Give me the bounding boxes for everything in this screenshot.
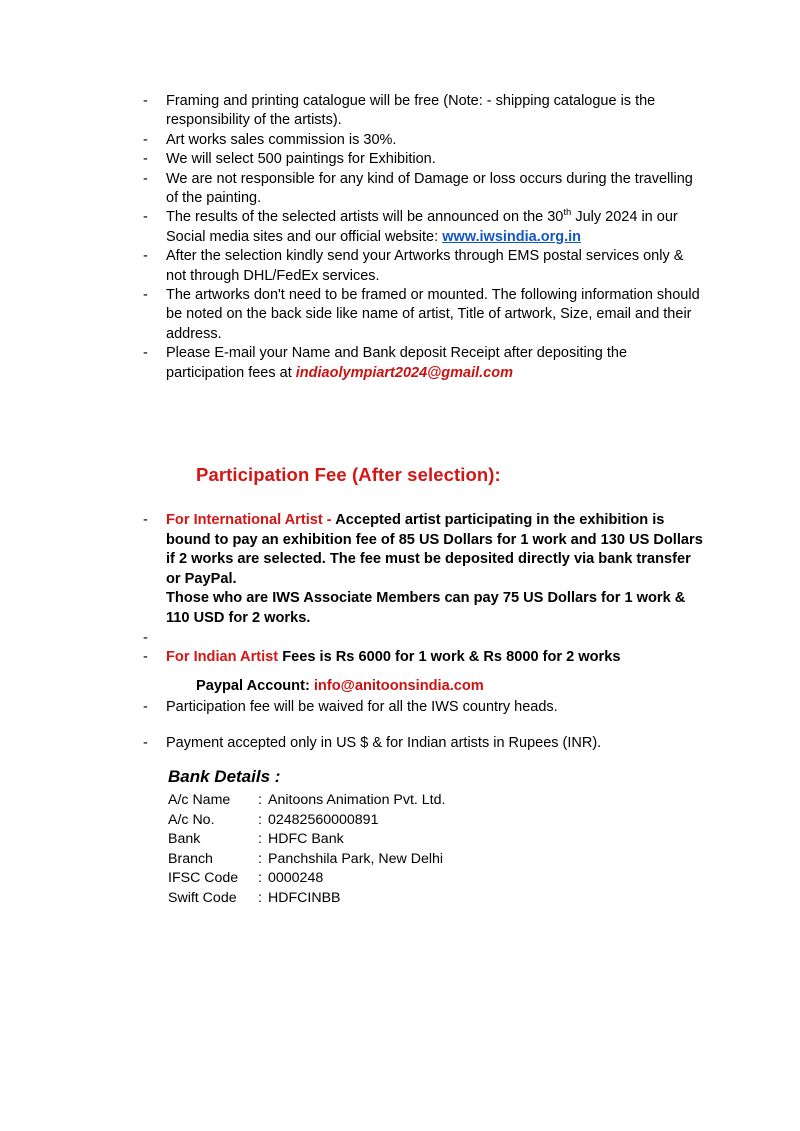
bullet-dash: - [143,93,148,109]
bullet-dash: - [143,648,148,665]
bullet-dash: - [143,699,148,715]
list-item-payment [142,734,707,753]
bullet-dash: - [143,170,148,187]
list-item-text: We are not responsible for any kind of Damage or loss occurs during the travelling of the painting. [166,170,693,207]
bullet-dash: - [143,512,148,528]
table-row [168,830,445,850]
bank-field-separator: : [258,870,262,887]
fee-bullet-list [142,511,707,667]
paypal-account-line [196,678,484,694]
bullet-dash: - [143,248,148,265]
bank-details-table [168,791,445,909]
bank-field-value: Anitoons Animation Pvt. Ltd. [268,792,446,808]
bank-field-label: IFSC Code [168,870,239,887]
table-row [168,889,445,909]
table-row [168,850,445,870]
bullet-dash: - [143,629,148,646]
bullet-dash: - [143,345,148,362]
table-row [168,811,445,831]
waiver-text: Participation fee will be waived for all the IWS country heads. [166,699,558,715]
email-intro-text: Please E-mail your Name and Bank deposit Receipt after depositing the participation fees at [166,345,628,381]
indian-artist-label: For Indian Artist [166,648,283,665]
list-item-international-artist [142,511,707,629]
bank-field-separator: : [258,889,262,906]
bank-field-label: A/c No. [168,811,215,828]
terms-bullet-list [142,92,704,383]
international-artist-label: For International Artist - [166,512,336,528]
paypal-email-address[interactable]: info@anitoonsindia.com [313,678,484,694]
international-artist-body: Accepted artist participating in the exhibition is bound to pay an exhibition fee of 85 US Dollars for 1 work and 130 US Dollars if 2 works are selected. The fee must be deposited directly via bank transfer or PayPal. [166,512,703,587]
submission-email-address[interactable]: indiaolympiart2024@gmail.com [295,364,513,381]
indian-artist-body: Fees is Rs 6000 for 1 work & Rs 8000 for 2 works [282,648,621,665]
bank-field-label: A/c Name [168,792,231,808]
ordinal-suffix: th [563,207,572,219]
list-item-text [166,344,704,383]
list-item-text: We will select 500 paintings for Exhibition. [166,151,436,168]
bank-details-heading: Bank Details : [168,767,281,786]
list-item [142,150,704,169]
list-item-email [142,344,704,383]
bank-field-label: Bank [168,831,201,848]
bullet-dash: - [143,151,148,168]
bank-field-value: HDFCINBB [268,889,341,906]
list-item-waiver [142,698,707,717]
bullet-dash: - [143,287,148,304]
international-artist-text [166,511,707,629]
bank-field-label: Branch [168,850,213,867]
list-item-text: Framing and printing catalogue will be free (Note: - shipping catalogue is the responsibility of the artists). [166,93,656,129]
paypal-account-label: Paypal Account: [196,678,314,694]
bank-field-separator: : [258,811,262,828]
bank-field-value: 02482560000891 [268,811,379,828]
list-item-indian-artist [142,648,707,668]
website-link[interactable]: www.iwsindia.org.in [442,228,582,245]
bank-field-value: 0000248 [268,870,324,887]
bank-field-label: Swift Code [168,889,237,906]
bank-field-value: Panchshila Park, New Delhi [268,850,444,867]
list-item [142,131,704,150]
list-item [142,286,704,344]
bank-field-separator: : [258,831,262,848]
bank-field-separator: : [258,850,262,867]
list-item [142,170,704,209]
bullet-dash: - [143,735,148,751]
bullet-dash: - [143,131,148,148]
list-item-text: After the selection kindly send your Artworks through EMS postal services only & not through DHL/FedEx services. [166,248,684,284]
indian-artist-text [166,648,707,668]
list-item [142,247,704,286]
list-item-empty [142,629,707,648]
payment-bullet-list [142,734,707,753]
list-item-text: The artworks don't need to be framed or mounted. The following information should be noted on the back side like name of artist, Title of artwork, Size, email and their address. [166,287,700,342]
bank-field-separator: : [258,792,262,808]
participation-fee-heading: Participation Fee (After selection): [196,464,501,485]
table-row [168,791,445,811]
payment-text: Payment accepted only in US $ & for Indian artists in Rupees (INR). [166,735,602,751]
results-text-part2: July 2024 in our Social media sites and our official website: [166,209,678,245]
table-row [168,869,445,889]
list-item-text [166,208,704,247]
list-item [142,92,704,131]
results-text-part1: The results of the selected artists will be announced on the 30 [166,209,564,226]
bank-field-value: HDFC Bank [268,831,344,848]
bullet-dash: - [143,209,148,226]
waiver-bullet-list [142,698,707,717]
international-artist-body2: Those who are IWS Associate Members can pay 75 US Dollars for 1 work & 110 USD for 2 works. [166,590,686,626]
list-item-results [142,208,704,247]
list-item-text: Art works sales commission is 30%. [166,131,397,148]
